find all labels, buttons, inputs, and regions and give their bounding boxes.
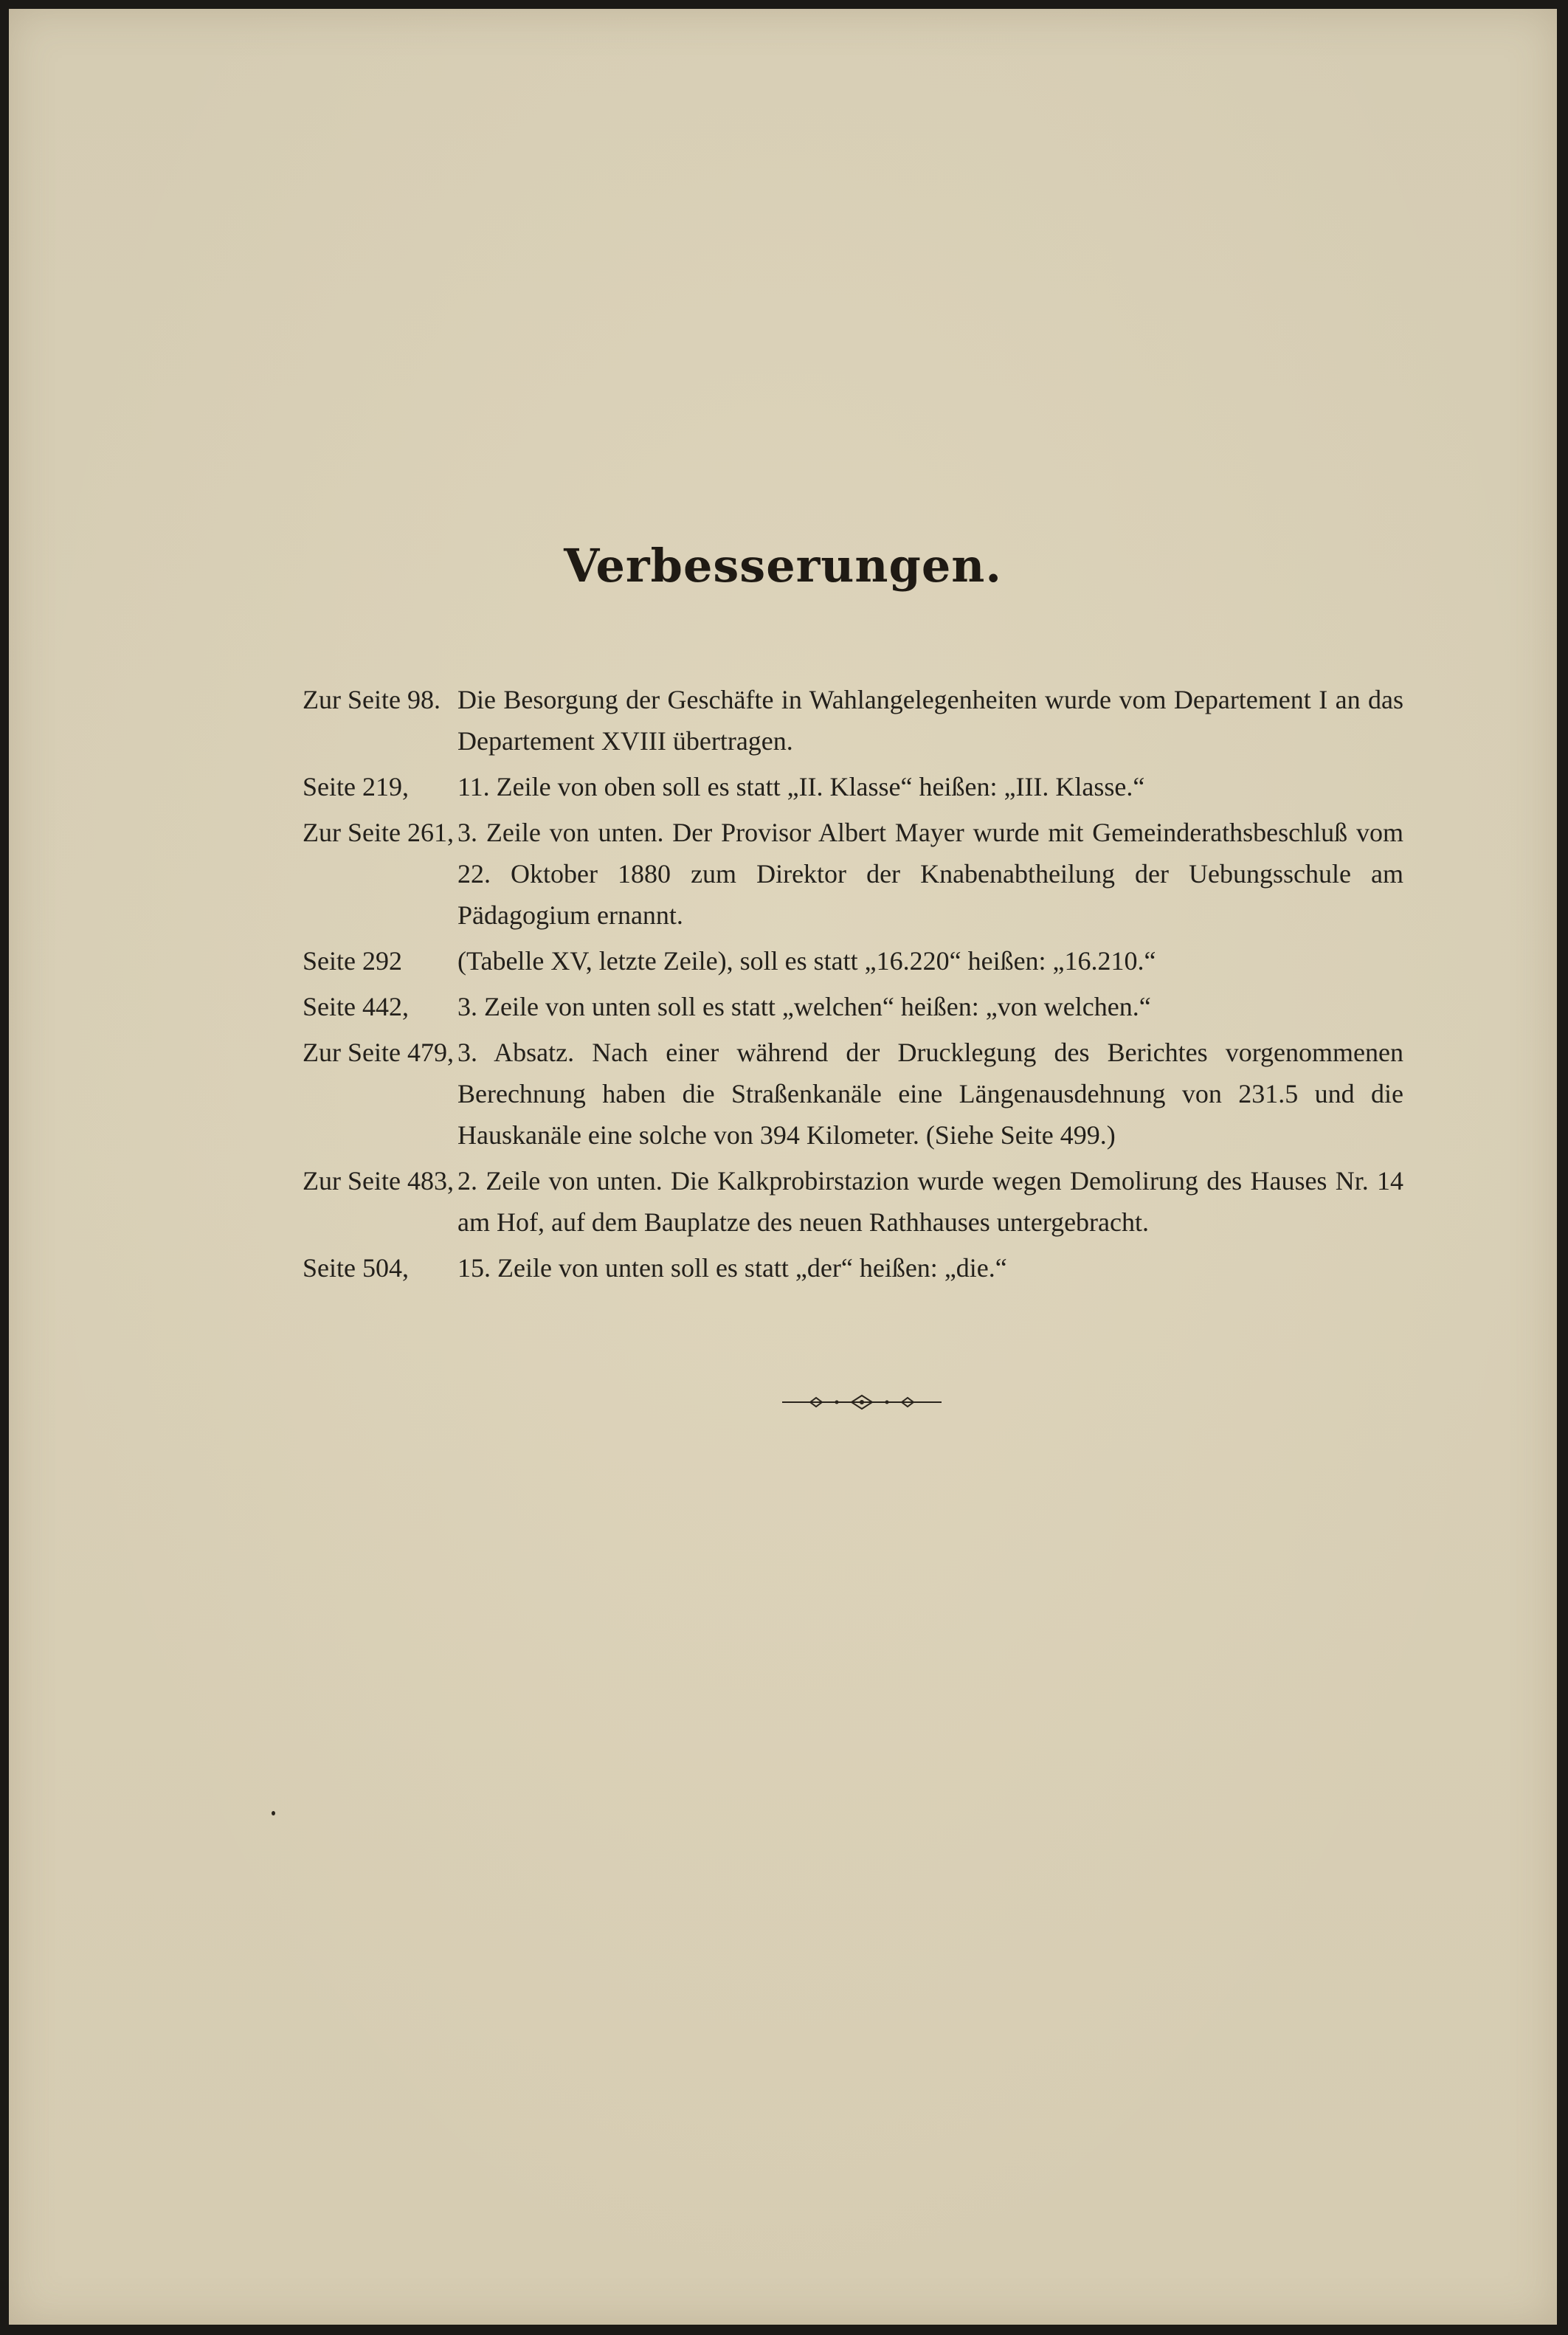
entry-text: 3. Absatz. Nach einer während der Drucklegung des Berichtes vorgenommenen Berechnung haben die Straßenkanäle eine Längenausdehnung von 231.5 und die Hauskanäle eine solche von 394 Kilometer. (Siehe Seite 499.) [457, 1038, 1403, 1150]
correction-entry [303, 940, 1403, 982]
entry-text: 3. Zeile von unten soll es statt „welchen“ heißen: „von welchen.“ [457, 992, 1151, 1021]
document-page [9, 9, 1557, 2325]
page-title: Verbesserungen. [564, 539, 1002, 593]
correction-entry [303, 1032, 1403, 1156]
ornament-divider-icon [781, 1391, 943, 1413]
entry-text: 11. Zeile von oben soll es statt „II. Klasse“ heißen: „III. Klasse.“ [457, 772, 1145, 801]
entry-label: Seite 219, [303, 772, 409, 801]
correction-entry [303, 986, 1403, 1027]
correction-entry [303, 679, 1403, 762]
entry-text: 15. Zeile von unten soll es statt „der“ heißen: „die.“ [457, 1253, 1007, 1283]
paper-speck [272, 1811, 275, 1815]
entry-label: Seite 504, [303, 1253, 409, 1283]
entry-text: (Tabelle XV, letzte Zeile), soll es statt „16.220“ heißen: „16.210.“ [457, 946, 1156, 976]
entry-text: 2. Zeile von unten. Die Kalkprobirstazion wurde wegen Demolirung des Hauses Nr. 14 am Hof, auf dem Bauplatze des neuen Rathhauses untergebracht. [457, 1166, 1403, 1237]
entry-label: Seite 442, [303, 992, 409, 1021]
corrections-list [303, 679, 1403, 1293]
entry-text: 3. Zeile von unten. Der Provisor Albert Mayer wurde mit Gemeinderathsbeschluß vom 22. Oktober 1880 zum Direktor der Knabenabtheilung der Uebungsschule am Pädagogium ernannt. [457, 818, 1403, 930]
entry-text: Die Besorgung der Geschäfte in Wahlangelegenheiten wurde vom Departement I an das Departement XVIII übertragen. [457, 685, 1403, 756]
correction-entry [303, 1247, 1403, 1289]
entry-label: Zur Seite 98. [303, 685, 441, 714]
entry-label: Seite 292 [303, 946, 402, 976]
correction-entry [303, 812, 1403, 936]
entry-label: Zur Seite 479, [303, 1038, 454, 1067]
correction-entry [303, 1160, 1403, 1243]
entry-label: Zur Seite 483, [303, 1166, 454, 1196]
correction-entry [303, 766, 1403, 807]
entry-label: Zur Seite 261, [303, 818, 454, 847]
